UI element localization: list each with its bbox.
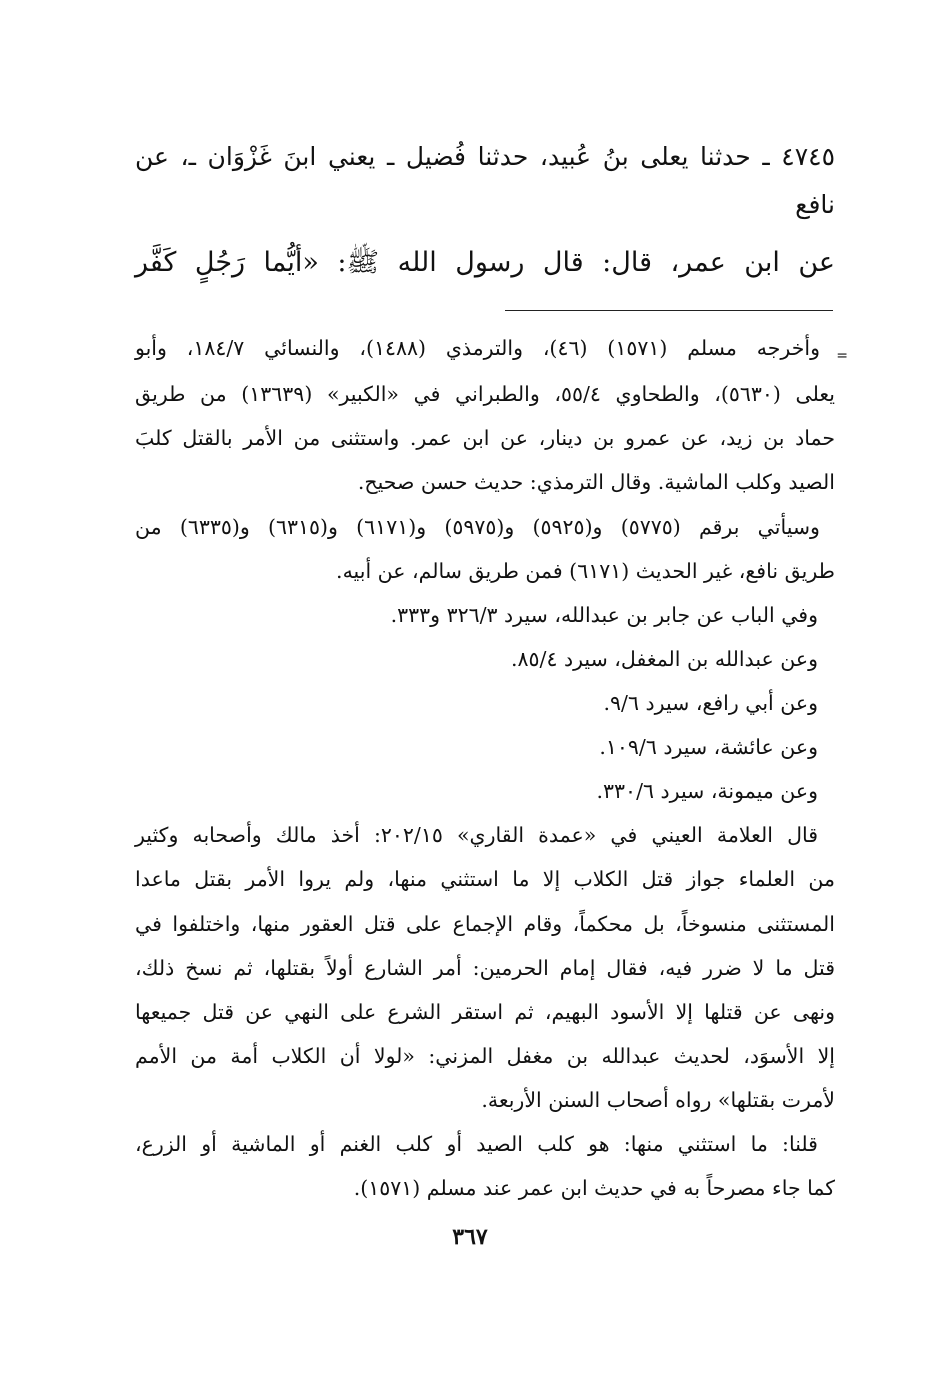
footnote-line: المستثنى منسوخاً، بل محكماً، وقام الإجماع على قتل العقور منها، واختلفوا في (135, 912, 835, 936)
footnote-line: يعلى (٥٦٣٠)، والطحاوي ٥٥/٤، والطبراني في «الكبير» (١٣٦٣٩) من طريق (135, 382, 836, 406)
hadith-line-2: نافع (795, 190, 835, 219)
footnote-line: الصيد وكلب الماشية. وقال الترمذي: حديث حسن صحيح. (357, 470, 835, 494)
footnote-line: وعن عائشة، سيرد ١٠٩/٦. (599, 735, 818, 759)
footnote-line: من العلماء جواز قتل الكلاب إلا ما استثني منها، ولم يروا الأمر بقتل ماعدا (135, 867, 835, 891)
page-number: ٣٦٧ (452, 1224, 488, 1250)
footnote-line: قال العلامة العيني في «عمدة القاري» ٢٠٢/١٥: أخذ مالك وأصحابه وكثير (135, 823, 819, 847)
footnote-line: قتل ما لا ضرر فيه، فقال إمام الحرمين: أمر الشارع أولاً بقتلها، ثم نسخ ذلك، (135, 956, 835, 980)
hadith-line-3: عن ابن عمر، قال: قال رسول الله ﷺ: «أيُّما رَجُلٍ كَفَّر (135, 247, 835, 278)
footnote-line: إلا الأسوَد، لحديث عبدالله بن مغفل المزني: «لولا أن الكلاب أمة من الأمم (135, 1044, 835, 1068)
footnote-line: لأمرت بقتلها» رواه أصحاب السنن الأربعة. (481, 1088, 835, 1112)
footnote-line: طريق نافع، غير الحديث (٦١٧١) فمن طريق سالم، عن أبيه. (336, 559, 835, 583)
footnote-line: وعن عبدالله بن المغفل، سيرد ٨٥/٤. (510, 647, 818, 671)
footnote-line: وسيأتي برقم (٥٧٧٥) و(٥٩٢٥) و(٥٩٧٥) و(٦١٧١) و(٦٣١٥) و(٦٣٣٥) من (135, 515, 820, 539)
footnote-line: كما جاء مصرحاً به في حديث ابن عمر عند مسلم (١٥٧١). (353, 1176, 835, 1200)
footnote-line: وعن أبي رافع، سيرد ٩/٦. (603, 691, 818, 715)
footnote-line: ونهى عن قتلها إلا الأسود البهيم، ثم استقر الشرع على النهي عن قتل جميعها (135, 1000, 835, 1024)
footnote-line: وفي الباب عن جابر بن عبدالله، سيرد ٣٢٦/٣ و٣٣٣. (390, 603, 818, 627)
footnote-line: حماد بن زيد، عن عمرو بن دينار، عن ابن عمر. واستثنى من الأمر بالقتل كلبَ (135, 426, 835, 450)
footnote-line: قلنا: ما استثني منها: هو كلب الصيد أو كلب الغنم أو الماشية أو الزرع، (135, 1132, 818, 1156)
footnote-separator (505, 310, 833, 311)
footnote-line: وأخرجه مسلم (١٥٧١) (٤٦)، والترمذي (١٤٨٨)، والنسائي ١٨٤/٧، وأبو (135, 336, 820, 360)
hadith-line-1: ٤٧٤٥ ـ حدثنا يعلى بنُ عُبيد، حدثنا فُضيل ـ يعني ابنَ غَزْوَان ـ، عن (135, 142, 835, 171)
footnote-line: وعن ميمونة، سيرد ٣٣٠/٦. (596, 779, 818, 803)
footnote-continuation-marker: = (836, 348, 848, 364)
